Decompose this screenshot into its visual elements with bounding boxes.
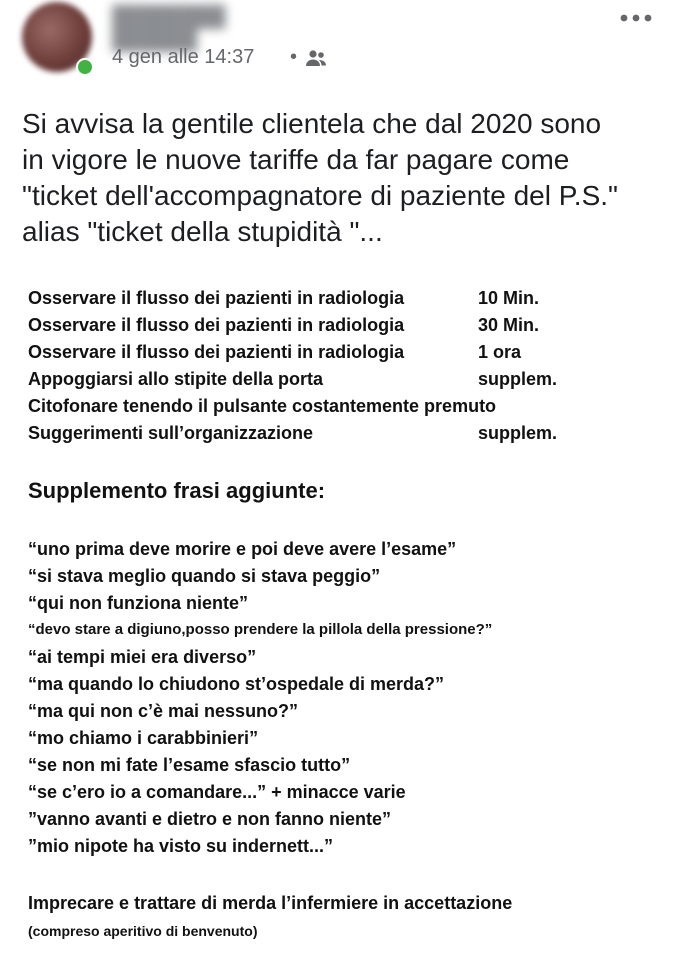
phrase-text: “se non mi fate l’esame sfascio tutto”	[28, 755, 351, 775]
price-row-duration: 1 ora	[478, 342, 522, 362]
phrase-text: “mo chiamo i carabbinieri”	[28, 728, 259, 748]
supplement-heading: Supplemento frasi aggiunte:	[28, 478, 326, 503]
phrase-text: “qui non funziona niente”	[28, 593, 248, 613]
phrase-text: ”vanno avanti e dietro e non fanno niente”	[28, 809, 392, 829]
price-row-description: Suggerimenti sull’organizzazione	[28, 423, 314, 443]
price-row-duration: 30 Min.	[478, 315, 540, 335]
final-note: (compreso aperitivo di benvenuto)	[28, 923, 258, 939]
more-options-button[interactable]	[618, 6, 654, 30]
friends-icon	[305, 49, 327, 67]
audience-indicator[interactable]	[290, 46, 327, 69]
price-row-description: Citofonare tenendo il pulsante costantemente premuto	[28, 396, 497, 416]
price-row-description: Osservare il flusso dei pazienti in radiologia	[28, 288, 405, 308]
post-text-line: in vigore le nuove tariffe da far pagare come	[22, 144, 570, 175]
post-message	[22, 106, 662, 250]
phrase-text: “ma quando lo chiudono st’ospedale di merda?”	[28, 674, 445, 694]
phrase-text: “se c’ero io a comandare...” + minacce varie	[28, 782, 406, 802]
price-row-description: Appoggiarsi allo stipite della porta	[28, 369, 324, 389]
author-name-blurred[interactable]: ████████ ██████	[112, 6, 226, 51]
post-text-line: alias "ticket della stupidità "...	[22, 216, 383, 247]
phrase-text: “ai tempi miei era diverso”	[28, 647, 257, 667]
phrase-text: “uno prima deve morire e poi deve avere l’esame”	[28, 539, 457, 559]
phrase-text: ”mio nipote ha visto su indernett...”	[28, 836, 334, 856]
phrase-text: “ma qui non c’è mai nessuno?”	[28, 701, 299, 721]
online-status-icon	[76, 58, 94, 76]
separator-dot: •	[290, 46, 298, 68]
post-text-line: Si avvisa la gentile clientela che dal 2020 sono	[22, 108, 602, 139]
phrase-text: “si stava meglio quando si stava peggio”	[28, 566, 381, 586]
final-description: Imprecare e trattare di merda l’infermiere in accettazione	[28, 893, 513, 913]
phrase-text: “devo stare a digiuno,posso prendere la pillola della pressione?”	[28, 621, 493, 638]
post-timestamp[interactable]: 4 gen alle 14:37	[112, 46, 255, 68]
price-row-description: Osservare il flusso dei pazienti in radiologia	[28, 342, 405, 362]
post-text-line: "ticket dell'accompagnatore di paziente del P.S."	[22, 180, 618, 211]
price-row-description: Osservare il flusso dei pazienti in radiologia	[28, 315, 405, 335]
price-row-duration: supplem.	[478, 423, 558, 443]
price-row-duration: 10 Min.	[478, 288, 540, 308]
post-header	[0, 0, 674, 90]
more-dots-icon	[620, 14, 652, 22]
price-row-duration: supplem.	[478, 369, 558, 389]
